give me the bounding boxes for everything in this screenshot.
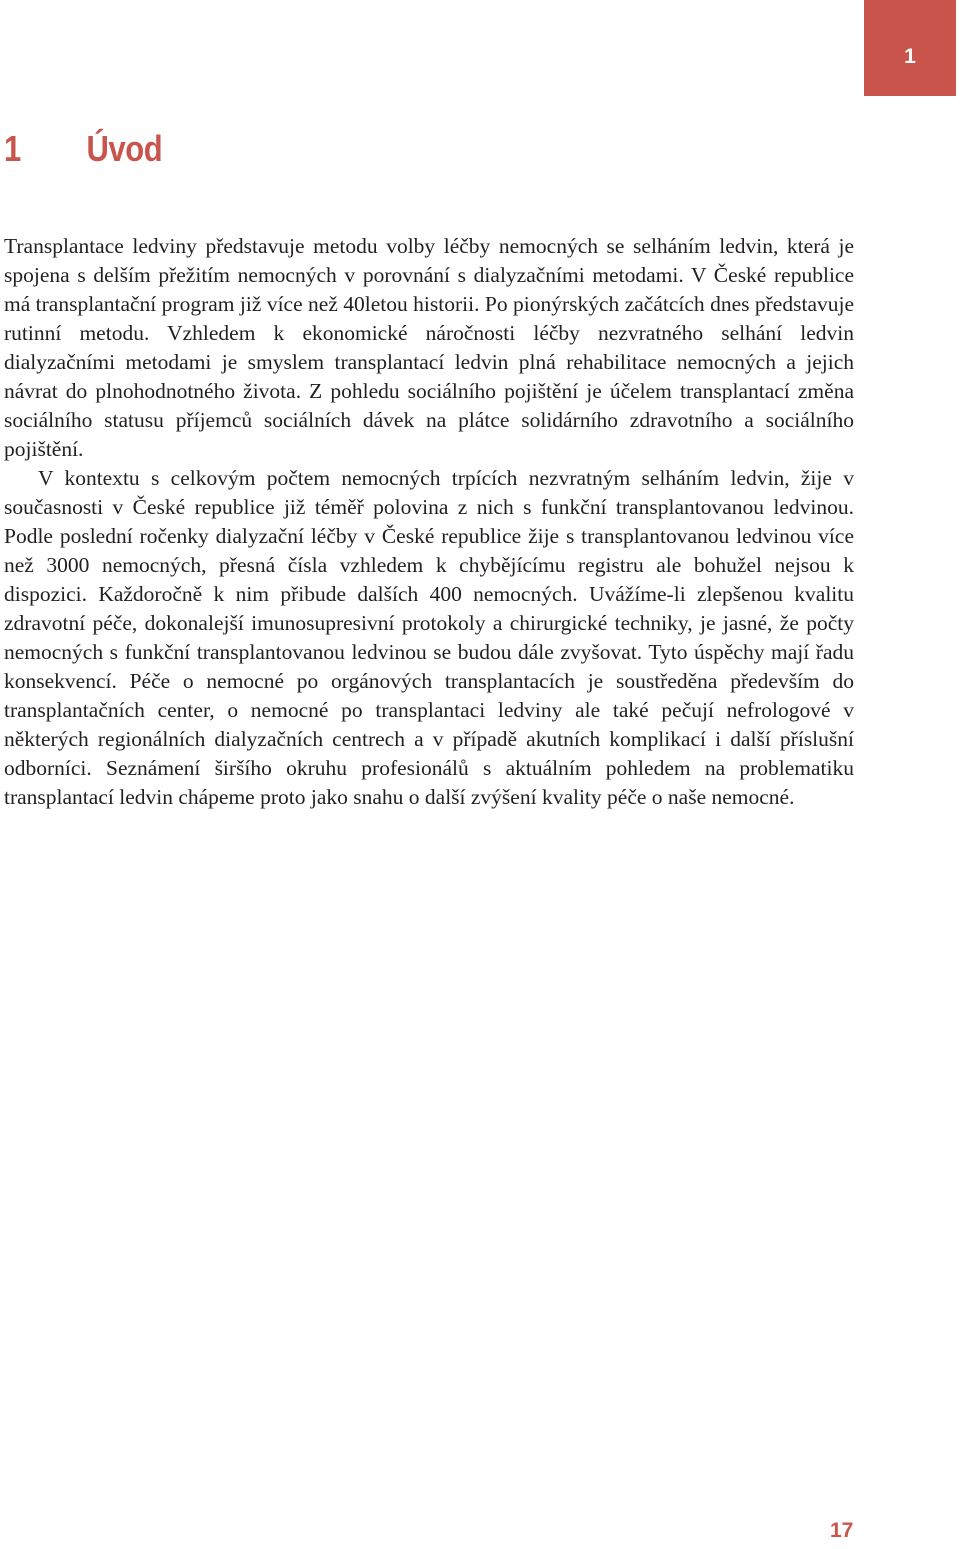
body-text [4,232,854,812]
paragraph: V kontextu s celkovým počtem nemocných trpících nezvratným selháním ledvin, žije v současnosti v České republice již téměř polovina z nich s funkční transplantovanou ledvinou. Podle poslední ročenky dialyzační léčby v České republice žije s transplantovanou ledvinou více než 3000 nemocných, přesná čísla vzhledem k chybějícímu registru ale bohužel nejsou k dispozici. Každoročně k nim přibude dalších 400 nemocných. Uvážíme-li zlepšenou kvalitu zdravotní péče, dokonalejší imunosupresivní protokoly a chirurgické techniky, je jasné, že počty nemocných s funkční transplantovanou ledvinou se budou dále zvyšovat. Tyto úspěchy mají řadu konsekvencí. Péče o nemocné po orgánových transplantacích je soustředěna především do transplantačních center, o nemocné po transplantaci ledviny ale také pečují nefrologové v některých regionálních dialyzačních centrech a v případě akutních komplikací i další příslušní odborníci. Seznámení širšího okruhu profesionálů s aktuálním pohledem na problematiku transplantací ledvin chápeme proto jako snahu o další zvýšení kvality péče o naše nemocné. [4,466,854,809]
chapter-heading-title: Úvod [86,128,163,169]
chapter-tab-number: 1 [904,45,916,68]
paragraph: Transplantace ledviny představuje metodu volby léčby nemocných se selháním ledvin, která je spojena s delším přežitím nemocných v porovnání s dialyzačními metodami. V České republice má transplantační program již více než 40letou historii. Po pionýrských začátcích dnes představuje rutinní metodu. Vzhledem k ekonomické náročnosti léčby nezvratného selhání ledvin dialyzačními metodami je smyslem transplantací ledvin plná rehabilitace nemocných a jejich návrat do plnohodnotného života. Z pohledu sociálního pojištění je účelem transplantací změna sociálního statusu příjemců sociálních dávek na plátce solidárního zdravotního a sociálního pojištění. [4,234,854,461]
page-number: 17 [830,1519,854,1542]
chapter-heading-number: 1 [4,128,21,169]
chapter-tab [864,0,956,96]
chapter-heading [4,128,162,170]
